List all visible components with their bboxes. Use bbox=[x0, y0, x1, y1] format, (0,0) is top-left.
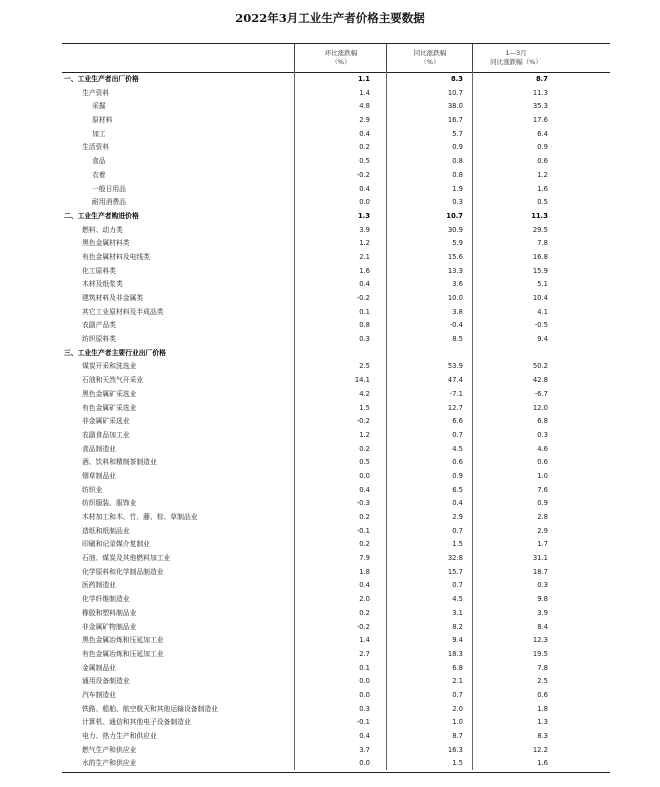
table-row bbox=[62, 593, 610, 607]
section-row bbox=[62, 210, 610, 224]
row-label: 电力、热力生产和供应业 bbox=[82, 732, 157, 740]
row-label: 食品 bbox=[92, 157, 106, 166]
mom-value: 1.2 bbox=[359, 239, 370, 248]
mom-value: 0.5 bbox=[359, 157, 370, 166]
ytd-value: 50.2 bbox=[532, 362, 548, 371]
mom-value: 1.3 bbox=[357, 211, 370, 220]
mom-value: 2.0 bbox=[359, 595, 370, 604]
ytd-value: 11.3 bbox=[531, 211, 548, 220]
table-row bbox=[62, 402, 610, 416]
ytd-value: 4.6 bbox=[537, 444, 548, 453]
row-label: 农副食品加工业 bbox=[82, 430, 130, 439]
mom-value: 0.2 bbox=[359, 513, 370, 521]
ytd-value: 17.6 bbox=[532, 116, 548, 125]
yoy-value: 3.8 bbox=[452, 307, 463, 316]
yoy-value: 8.2 bbox=[452, 622, 463, 631]
row-label: 加工 bbox=[92, 129, 106, 138]
mom-value: 3.9 bbox=[359, 225, 370, 234]
yoy-value: 30.9 bbox=[447, 225, 463, 234]
ytd-value: 1.3 bbox=[537, 718, 548, 727]
yoy-value: 16.7 bbox=[447, 116, 463, 125]
ytd-value: 12.2 bbox=[532, 745, 548, 754]
table-row bbox=[62, 579, 610, 593]
table-row bbox=[62, 388, 610, 402]
row-label: 有色金属矿采选业 bbox=[82, 403, 137, 412]
yoy-value: 53.9 bbox=[447, 362, 463, 371]
ytd-value: 5.1 bbox=[537, 280, 548, 289]
mom-value: 3.7 bbox=[359, 745, 370, 754]
table-row bbox=[62, 415, 610, 429]
row-label: 三、工业生产者主要行业出厂价格 bbox=[64, 348, 166, 357]
yoy-value: 0.3 bbox=[452, 198, 463, 207]
row-label: 汽车制造业 bbox=[82, 690, 116, 699]
yoy-value: 6.6 bbox=[452, 417, 463, 426]
column-divider bbox=[386, 71, 387, 770]
mom-value: 7.9 bbox=[359, 554, 370, 563]
table-row bbox=[62, 456, 610, 470]
table-row bbox=[62, 429, 610, 443]
ytd-value: 29.5 bbox=[532, 225, 548, 234]
row-label: 铁路、船舶、航空航天和其他运输设备制造业 bbox=[82, 704, 218, 713]
row-label: 化工原料类 bbox=[82, 266, 116, 275]
row-label: 其它工业原材料及半成品类 bbox=[82, 307, 164, 316]
table-row bbox=[62, 525, 610, 539]
mom-value: 14.1 bbox=[354, 376, 370, 385]
row-label: 化学纤维制造业 bbox=[82, 595, 130, 604]
ytd-value: 31.1 bbox=[532, 554, 548, 563]
ytd-value: 35.3 bbox=[532, 102, 548, 111]
row-label: 金属制品业 bbox=[82, 663, 116, 672]
ytd-value: 8.4 bbox=[537, 622, 548, 631]
yoy-value: 8.7 bbox=[452, 732, 463, 740]
row-label: 燃料、动力类 bbox=[82, 225, 123, 234]
ytd-value: 2.9 bbox=[537, 526, 548, 535]
header-ytd bbox=[472, 44, 559, 72]
mom-value: 1.2 bbox=[359, 430, 370, 439]
mom-value: 4.8 bbox=[359, 102, 370, 111]
table-row bbox=[62, 251, 610, 265]
table-body bbox=[62, 73, 610, 771]
table-row bbox=[62, 278, 610, 292]
table-row bbox=[62, 306, 610, 320]
row-label: 黑色金属冶炼和压延加工业 bbox=[82, 636, 164, 645]
yoy-value: 8.3 bbox=[450, 75, 463, 83]
table-row bbox=[62, 634, 610, 648]
table-row bbox=[62, 730, 610, 744]
row-label: 橡胶和塑料制品业 bbox=[82, 608, 137, 617]
header-mom bbox=[294, 44, 387, 72]
table-row bbox=[62, 360, 610, 374]
mom-value: 0.2 bbox=[359, 444, 370, 453]
mom-value: -0.1 bbox=[356, 718, 370, 727]
mom-value: 1.1 bbox=[357, 75, 370, 83]
ytd-value: 12.3 bbox=[532, 636, 548, 645]
row-label: 石油、煤炭及其他燃料加工业 bbox=[82, 554, 171, 563]
ytd-value: 8.7 bbox=[535, 75, 548, 83]
mom-value: 0.3 bbox=[359, 704, 370, 713]
mom-value: 0.2 bbox=[359, 608, 370, 617]
table-row bbox=[62, 648, 610, 662]
section-row bbox=[62, 73, 610, 87]
yoy-value: 1.9 bbox=[452, 184, 463, 193]
yoy-value: 0.6 bbox=[452, 458, 463, 467]
row-label: 生产资料 bbox=[82, 88, 110, 97]
row-label: 纺织原料类 bbox=[82, 335, 116, 344]
column-divider bbox=[294, 71, 295, 770]
header-ytd-line1: 1—3月 bbox=[505, 49, 527, 57]
yoy-value: 16.3 bbox=[447, 745, 463, 754]
header-ytd-line2: 同比涨跌幅（%） bbox=[490, 58, 542, 66]
ytd-value: -6.7 bbox=[534, 389, 548, 398]
ytd-value: 42.8 bbox=[532, 376, 548, 385]
table-row bbox=[62, 607, 610, 621]
table-row bbox=[62, 141, 610, 155]
yoy-value: -7.1 bbox=[449, 389, 463, 398]
table-row bbox=[62, 716, 610, 730]
ytd-value: 11.3 bbox=[532, 88, 548, 97]
row-label: 有色金属材料及电线类 bbox=[82, 252, 150, 261]
ytd-value: 1.2 bbox=[537, 170, 548, 179]
ytd-value: 6.4 bbox=[537, 129, 548, 138]
mom-value: 0.2 bbox=[359, 540, 370, 549]
yoy-value: 0.8 bbox=[452, 157, 463, 166]
ytd-value: 1.8 bbox=[537, 704, 548, 713]
table-row bbox=[62, 319, 610, 333]
yoy-value: 9.4 bbox=[452, 636, 463, 645]
ytd-value: 18.7 bbox=[532, 567, 548, 576]
table-row bbox=[62, 566, 610, 580]
yoy-value: 1.5 bbox=[452, 540, 463, 549]
ytd-value: 0.6 bbox=[537, 690, 548, 699]
table-row bbox=[62, 224, 610, 238]
table-row bbox=[62, 662, 610, 676]
mom-value: -0.2 bbox=[356, 622, 370, 631]
table-row bbox=[62, 757, 610, 771]
ytd-value: 7.6 bbox=[537, 485, 548, 494]
mom-value: 0.1 bbox=[359, 307, 370, 316]
row-label: 水的生产和供应业 bbox=[82, 759, 137, 768]
ytd-value: 0.6 bbox=[537, 157, 548, 166]
table-row bbox=[62, 128, 610, 142]
yoy-value: 32.8 bbox=[447, 554, 463, 563]
ytd-value: 7.8 bbox=[537, 239, 548, 248]
mom-value: 0.0 bbox=[359, 759, 370, 768]
row-label: 黑色金属材料类 bbox=[82, 239, 130, 248]
yoy-value: 10.7 bbox=[446, 211, 463, 220]
mom-value: 0.0 bbox=[359, 690, 370, 699]
yoy-value: 0.7 bbox=[452, 581, 463, 590]
mom-value: 0.4 bbox=[359, 581, 370, 590]
yoy-value: 15.6 bbox=[447, 252, 463, 261]
ytd-value: 15.9 bbox=[532, 266, 548, 275]
ytd-value: 0.5 bbox=[537, 198, 548, 207]
ytd-value: 19.5 bbox=[532, 649, 548, 658]
table-row bbox=[62, 552, 610, 566]
row-label: 耐用消费品 bbox=[92, 198, 126, 207]
table-bottom-rule bbox=[62, 772, 610, 773]
header-yoy bbox=[386, 44, 473, 72]
ytd-value: 12.0 bbox=[532, 403, 548, 412]
ytd-value: 0.3 bbox=[537, 430, 548, 439]
table-row bbox=[62, 497, 610, 511]
mom-value: -0.2 bbox=[356, 417, 370, 426]
yoy-value: 2.9 bbox=[452, 513, 463, 521]
table-row bbox=[62, 470, 610, 484]
yoy-value: 3.6 bbox=[452, 280, 463, 289]
row-label: 烟草制品业 bbox=[82, 471, 116, 480]
column-divider bbox=[472, 71, 473, 770]
row-label: 建筑材料及非金属类 bbox=[82, 294, 144, 302]
yoy-value: 47.4 bbox=[447, 376, 463, 385]
yoy-value: 3.1 bbox=[452, 608, 463, 617]
price-table bbox=[62, 43, 610, 771]
table-row bbox=[62, 169, 610, 183]
row-label: 化学原料和化学制品制造业 bbox=[82, 567, 164, 576]
mom-value: 2.9 bbox=[359, 116, 370, 125]
page-title: 2022年3月工业生产者价格主要数据 bbox=[235, 11, 425, 25]
table-row bbox=[62, 703, 610, 717]
row-label: 木材加工和木、竹、藤、棕、草制品业 bbox=[82, 513, 198, 521]
ytd-value: 16.8 bbox=[532, 252, 548, 261]
header-mom-line1: 环比涨跌幅 bbox=[324, 49, 358, 57]
mom-value: 0.0 bbox=[359, 677, 370, 686]
yoy-value: 5.9 bbox=[452, 239, 463, 248]
yoy-value: 2.0 bbox=[452, 704, 463, 713]
yoy-value: 4.5 bbox=[452, 595, 463, 604]
yoy-value: 5.7 bbox=[452, 129, 463, 138]
ytd-value: 0.9 bbox=[537, 499, 548, 508]
row-label: 医药制造业 bbox=[82, 581, 116, 590]
mom-value: -0.3 bbox=[356, 499, 370, 508]
header-yoy-line2: （%） bbox=[420, 58, 440, 66]
table-row bbox=[62, 196, 610, 210]
mom-value: 2.7 bbox=[359, 649, 370, 658]
row-label: 计算机、通信和其他电子设备制造业 bbox=[82, 718, 191, 727]
yoy-value: 0.7 bbox=[452, 690, 463, 699]
table-row bbox=[62, 114, 610, 128]
row-label: 通用设备制造业 bbox=[82, 677, 130, 686]
yoy-value: 13.3 bbox=[447, 266, 463, 275]
mom-value: 0.2 bbox=[359, 143, 370, 152]
table-row bbox=[62, 689, 610, 703]
row-label: 煤炭开采和洗选业 bbox=[82, 362, 137, 371]
yoy-value: 0.8 bbox=[452, 170, 463, 179]
row-label: 纺织服装、服饰业 bbox=[82, 499, 137, 508]
row-label: 一般日用品 bbox=[92, 184, 126, 193]
mom-value: 2.1 bbox=[359, 252, 370, 261]
ytd-value: 1.7 bbox=[537, 540, 548, 549]
ytd-value: 7.8 bbox=[537, 663, 548, 672]
ytd-value: -0.5 bbox=[534, 321, 548, 330]
yoy-value: 10.7 bbox=[447, 88, 463, 97]
mom-value: 1.6 bbox=[359, 266, 370, 275]
section-row bbox=[62, 347, 610, 361]
mom-value: 2.5 bbox=[359, 362, 370, 371]
row-label: 酒、饮料和精制茶制造业 bbox=[82, 458, 157, 467]
row-label: 生活资料 bbox=[82, 143, 110, 152]
ytd-value: 9.8 bbox=[537, 595, 548, 604]
ytd-value: 0.9 bbox=[537, 143, 548, 152]
ytd-value: 1.0 bbox=[537, 471, 548, 480]
ytd-value: 0.3 bbox=[537, 581, 548, 590]
row-label: 非金属矿物制品业 bbox=[82, 622, 137, 631]
mom-value: 0.5 bbox=[359, 458, 370, 467]
header-mom-line2: （%） bbox=[331, 58, 351, 66]
yoy-value: 6.8 bbox=[452, 663, 463, 672]
mom-value: 1.4 bbox=[359, 88, 370, 97]
table-row bbox=[62, 183, 610, 197]
yoy-value: 1.0 bbox=[452, 718, 463, 727]
row-label: 一、工业生产者出厂价格 bbox=[64, 75, 139, 83]
yoy-value: 12.7 bbox=[447, 403, 463, 412]
table-row bbox=[62, 292, 610, 306]
table-row bbox=[62, 744, 610, 758]
ytd-value: 8.3 bbox=[537, 732, 548, 740]
yoy-value: 15.7 bbox=[447, 567, 463, 576]
ytd-value: 6.8 bbox=[537, 417, 548, 426]
yoy-value: 0.9 bbox=[452, 143, 463, 152]
mom-value: 0.8 bbox=[359, 321, 370, 330]
mom-value: 0.4 bbox=[359, 184, 370, 193]
row-label: 黑色金属矿采选业 bbox=[82, 389, 137, 398]
ytd-value: 0.6 bbox=[537, 458, 548, 467]
mom-value: -0.2 bbox=[356, 170, 370, 179]
ytd-value: 1.6 bbox=[537, 759, 548, 768]
row-label: 燃气生产和供应业 bbox=[82, 745, 137, 754]
mom-value: 0.4 bbox=[359, 485, 370, 494]
mom-value: 0.4 bbox=[359, 732, 370, 740]
row-label: 原材料 bbox=[92, 116, 113, 125]
yoy-value: 2.1 bbox=[452, 677, 463, 686]
row-label: 印刷和记录媒介复制业 bbox=[82, 540, 150, 549]
table-row bbox=[62, 484, 610, 498]
table-row bbox=[62, 333, 610, 347]
yoy-value: 4.5 bbox=[452, 444, 463, 453]
yoy-value: 1.5 bbox=[452, 759, 463, 768]
row-label: 有色金属冶炼和压延加工业 bbox=[82, 649, 164, 658]
yoy-value: 8.5 bbox=[452, 335, 463, 344]
table-row bbox=[62, 675, 610, 689]
row-label: 造纸和纸制品业 bbox=[82, 526, 130, 535]
mom-value: 0.1 bbox=[359, 663, 370, 672]
mom-value: 0.4 bbox=[359, 129, 370, 138]
mom-value: 1.5 bbox=[359, 403, 370, 412]
ytd-value: 2.8 bbox=[537, 513, 548, 521]
yoy-value: 0.7 bbox=[452, 526, 463, 535]
row-label: 农副产品类 bbox=[82, 321, 116, 330]
ytd-value: 1.6 bbox=[537, 184, 548, 193]
row-label: 二、工业生产者购进价格 bbox=[64, 211, 139, 220]
yoy-value: 38.0 bbox=[447, 102, 463, 111]
mom-value: 1.8 bbox=[359, 567, 370, 576]
row-label: 衣着 bbox=[92, 170, 106, 179]
table-row bbox=[62, 100, 610, 114]
row-label: 非金属矿采选业 bbox=[82, 417, 130, 426]
mom-value: 1.4 bbox=[359, 636, 370, 645]
row-label: 石油和天然气开采业 bbox=[82, 376, 144, 385]
table-row bbox=[62, 265, 610, 279]
ytd-value: 3.9 bbox=[537, 608, 548, 617]
mom-value: 4.2 bbox=[359, 389, 370, 398]
table-row bbox=[62, 374, 610, 388]
table-header bbox=[62, 43, 610, 73]
yoy-value: 0.9 bbox=[452, 471, 463, 480]
row-label: 食品制造业 bbox=[82, 444, 116, 453]
table-row bbox=[62, 155, 610, 169]
yoy-value: 10.0 bbox=[447, 294, 463, 302]
row-label: 采掘 bbox=[92, 102, 106, 111]
header-yoy-line1: 同比涨跌幅 bbox=[413, 49, 447, 57]
table-row bbox=[62, 621, 610, 635]
row-label: 纺织业 bbox=[82, 485, 103, 494]
mom-value: 0.3 bbox=[359, 335, 370, 344]
table-row bbox=[62, 511, 610, 525]
mom-value: -0.1 bbox=[356, 526, 370, 535]
table-row bbox=[62, 538, 610, 552]
yoy-value: 0.4 bbox=[452, 499, 463, 508]
yoy-value: 0.7 bbox=[452, 430, 463, 439]
table-row bbox=[62, 443, 610, 457]
mom-value: 0.4 bbox=[359, 280, 370, 289]
mom-value: -0.2 bbox=[356, 294, 370, 302]
mom-value: 0.0 bbox=[359, 198, 370, 207]
yoy-value: 18.3 bbox=[447, 649, 463, 658]
yoy-value: -0.4 bbox=[449, 321, 463, 330]
ytd-value: 9.4 bbox=[537, 335, 548, 344]
table-row bbox=[62, 237, 610, 251]
ytd-value: 4.1 bbox=[537, 307, 548, 316]
yoy-value: 6.5 bbox=[452, 485, 463, 494]
ytd-value: 10.4 bbox=[532, 294, 548, 302]
ytd-value: 2.5 bbox=[537, 677, 548, 686]
table-row bbox=[62, 87, 610, 101]
row-label: 木材及纸浆类 bbox=[82, 280, 123, 289]
mom-value: 0.0 bbox=[359, 471, 370, 480]
